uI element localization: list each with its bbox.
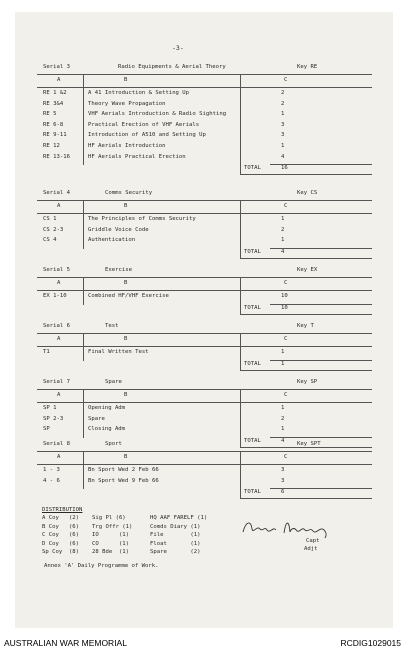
section-key: Key RE <box>297 64 318 70</box>
cell-subject: Bn Sport Wed 9 Feb 66 <box>88 477 159 484</box>
cell-serial: 1 - 3 <box>43 467 60 473</box>
total-label: TOTAL <box>244 489 261 496</box>
total-rule <box>270 488 372 489</box>
cell-subject: HF Aerials Practical Erection <box>88 153 186 160</box>
cell-subject: The Principles of Comms Security <box>88 216 196 222</box>
cell-subject: Introduction of A510 and Setting Up <box>88 132 206 139</box>
total-label: TOTAL <box>244 437 261 444</box>
distribution-entry: D Coy (6) <box>42 540 80 547</box>
col-header-c: C <box>284 392 288 398</box>
total-value: 10 <box>281 304 288 311</box>
total-underline <box>240 370 372 371</box>
cell-subject: Griddle Voice Code <box>88 226 149 233</box>
section-serial: Serial 3 <box>43 64 70 70</box>
table-rule <box>37 74 372 75</box>
cell-serial: 4 - 6 <box>43 477 60 484</box>
col-divider-c <box>240 451 241 498</box>
col-divider-c <box>240 389 241 447</box>
archive-footer <box>0 630 407 654</box>
col-divider-a <box>83 277 84 305</box>
col-header-a: A <box>57 392 61 398</box>
cell-serial: RE 5 <box>43 111 57 118</box>
section-serial: Serial 8 <box>43 441 70 447</box>
cell-periods: 1 <box>281 143 285 149</box>
cell-serial: EX 1-10 <box>43 293 67 299</box>
col-divider-c <box>240 333 241 370</box>
distribution-heading: DISTRIBUTION <box>42 507 83 513</box>
cell-serial: T1 <box>43 349 50 355</box>
total-label: TOTAL <box>244 165 261 172</box>
col-divider-a <box>83 333 84 361</box>
col-divider-c <box>240 200 241 258</box>
col-header-b: B <box>124 454 128 460</box>
cell-subject: Bn Sport Wed 2 Feb 66 <box>88 467 159 473</box>
section-key: Key T <box>297 323 314 329</box>
signature-rank: Capt <box>306 538 320 544</box>
cell-periods: 2 <box>281 226 285 233</box>
distribution-entry: File (1) <box>150 532 201 538</box>
total-value: 6 <box>281 489 285 496</box>
distribution-entry: HQ AAF FARELF (1) <box>150 515 208 521</box>
cell-periods: 1 <box>281 237 285 244</box>
col-divider-a <box>83 200 84 249</box>
section-key: Key CS <box>297 190 318 196</box>
distribution-entry: Comds Diary (1) <box>150 523 201 530</box>
cell-serial: RE 12 <box>43 143 60 149</box>
cell-periods: 1 <box>281 216 285 222</box>
table-rule <box>37 200 372 201</box>
col-header-c: C <box>284 336 288 342</box>
handwritten-signature <box>240 517 332 539</box>
table-rule <box>37 277 372 278</box>
table-rule <box>37 87 372 88</box>
cell-serial: SP 1 <box>43 405 57 411</box>
total-rule <box>270 248 372 249</box>
cell-serial: RE 13-16 <box>43 153 70 160</box>
col-header-a: A <box>57 203 61 209</box>
section-serial: Serial 5 <box>43 267 70 273</box>
cell-subject: HF Aerials Introduction <box>88 143 166 149</box>
col-header-c: C <box>284 280 288 286</box>
col-header-b: B <box>124 336 128 342</box>
section-title: Exercise <box>105 267 132 273</box>
total-underline <box>240 258 372 259</box>
table-rule <box>37 333 372 334</box>
total-value: 4 <box>281 437 285 444</box>
cell-periods: 10 <box>281 293 288 299</box>
cell-periods: 1 <box>281 111 285 118</box>
cell-serial: RE 1 &2 <box>43 90 67 96</box>
distribution-entry: Sp Coy (8) <box>42 549 80 555</box>
col-header-b: B <box>124 392 128 398</box>
annex-note: Annex 'A' Daily Programme of Work. <box>44 563 159 569</box>
cell-periods: 3 <box>281 121 285 128</box>
cell-periods: 1 <box>281 349 285 355</box>
distribution-entry: C Coy (6) <box>42 532 80 538</box>
table-rule <box>37 346 372 347</box>
section-serial: Serial 4 <box>43 190 70 196</box>
table-rule <box>37 389 372 390</box>
cell-subject: Practical Erection of VHF Aerials <box>88 121 200 128</box>
cell-periods: 4 <box>281 153 285 160</box>
signature-appointment: Adjt <box>304 546 318 552</box>
cell-periods: 3 <box>281 132 285 139</box>
cell-subject: Opening Adm <box>88 405 126 411</box>
cell-subject: Theory Wave Propagation <box>88 100 166 107</box>
table-rule <box>37 402 372 403</box>
col-header-c: C <box>284 77 288 83</box>
col-divider-c <box>240 277 241 314</box>
col-header-c: C <box>284 203 288 209</box>
section-key: Key SPT <box>297 441 321 447</box>
cell-serial: CS 4 <box>43 237 57 244</box>
cell-periods: 3 <box>281 477 285 484</box>
col-header-a: A <box>57 280 61 286</box>
distribution-entry: Spare (2) <box>150 549 201 555</box>
section-title: Spare <box>105 379 122 385</box>
table-rule <box>37 451 372 452</box>
table-rule <box>37 213 372 214</box>
section-title: Comms Security <box>105 190 153 196</box>
col-header-b: B <box>124 280 128 286</box>
distribution-entry: Trg Offr (1) <box>92 523 133 530</box>
col-header-b: B <box>124 77 128 83</box>
col-divider-a <box>83 451 84 489</box>
col-divider-c <box>240 74 241 174</box>
cell-serial: RE 3&4 <box>43 100 64 107</box>
total-label: TOTAL <box>244 360 261 367</box>
section-title: Test <box>105 323 119 329</box>
distribution-entry: CO (1) <box>92 540 130 547</box>
total-rule <box>270 360 372 361</box>
cell-subject: Combined HF/VHF Exercise <box>88 293 169 299</box>
col-header-a: A <box>57 336 61 342</box>
col-divider-a <box>83 74 84 165</box>
total-underline <box>240 498 372 499</box>
cell-serial: CS 1 <box>43 216 57 222</box>
cell-serial: SP <box>43 426 50 433</box>
distribution-entry: Sig Pl (6) <box>92 515 126 521</box>
cell-subject: VHF Aerials Introduction & Radio Sighting <box>88 111 227 118</box>
cell-serial: RE 6-8 <box>43 121 64 128</box>
distribution-entry: IO (1) <box>92 532 130 538</box>
page-number: -3- <box>172 44 184 52</box>
section-key: Key EX <box>297 267 318 273</box>
col-header-b: B <box>124 203 128 209</box>
col-header-a: A <box>57 77 61 83</box>
cell-periods: 3 <box>281 467 285 473</box>
distribution-entry: 28 Bde (1) <box>92 549 130 555</box>
total-rule <box>270 437 372 438</box>
col-header-c: C <box>284 454 288 460</box>
cell-periods: 2 <box>281 100 285 107</box>
cell-serial: CS 2-3 <box>43 226 64 233</box>
cell-subject: Authentication <box>88 237 136 244</box>
distribution-entry: B Coy (6) <box>42 523 80 530</box>
distribution-entry: A Coy (2) <box>42 515 80 521</box>
cell-serial: SP 2-3 <box>43 415 64 422</box>
section-title: Sport <box>105 441 122 447</box>
total-label: TOTAL <box>244 248 261 255</box>
cell-subject: Final Written Test <box>88 349 149 355</box>
total-label: TOTAL <box>244 304 261 311</box>
footer-right: RCDIG1029015 <box>340 638 401 648</box>
cell-periods: 2 <box>281 90 285 96</box>
total-underline <box>240 174 372 175</box>
cell-subject: Spare <box>88 415 105 422</box>
cell-serial: RE 9-11 <box>43 132 67 139</box>
total-underline <box>240 314 372 315</box>
cell-periods: 2 <box>281 415 285 422</box>
section-serial: Serial 6 <box>43 323 70 329</box>
section-title: Radio Equipments & Aerial Theory <box>118 64 226 70</box>
cell-subject: A 41 Introduction & Setting Up <box>88 90 190 96</box>
cell-subject: Closing Adm <box>88 426 126 433</box>
total-value: 1 <box>281 360 285 367</box>
distribution-entry: Float (1) <box>150 540 201 547</box>
col-header-a: A <box>57 454 61 460</box>
section-serial: Serial 7 <box>43 379 70 385</box>
table-rule <box>37 290 372 291</box>
cell-periods: 1 <box>281 426 285 433</box>
section-key: Key SP <box>297 379 318 385</box>
footer-left: AUSTRALIAN WAR MEMORIAL <box>4 638 127 648</box>
table-rule <box>37 464 372 465</box>
cell-periods: 1 <box>281 405 285 411</box>
col-divider-a <box>83 389 84 438</box>
total-value: 4 <box>281 248 285 255</box>
total-value: 16 <box>281 165 288 172</box>
